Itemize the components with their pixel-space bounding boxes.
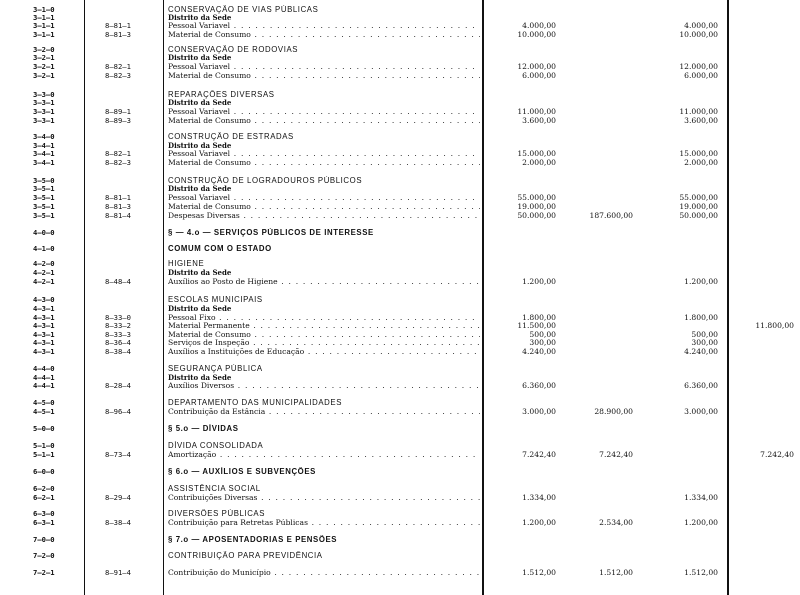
row-code: 4—4—1 xyxy=(33,381,55,390)
row-value-partial: 15.000,00 xyxy=(517,149,556,158)
row-code: 7—0—0 xyxy=(33,535,55,544)
row-code: 4—3—1 xyxy=(33,321,55,330)
row-value-total: 500,00 xyxy=(691,330,718,339)
row-value-partial: 10.000,00 xyxy=(517,30,556,39)
row-code: 6—2—0 xyxy=(33,484,55,493)
table-row xyxy=(0,158,800,167)
row-subcode: 8—81—3 xyxy=(105,202,131,211)
table-row xyxy=(0,295,800,304)
row-description: Contribuição para Retretas Públicas . . . xyxy=(168,518,480,527)
table-row xyxy=(0,277,800,286)
row-subcode: 8—48—4 xyxy=(105,277,131,286)
table-row xyxy=(0,493,800,502)
row-subcode: 8—82—1 xyxy=(105,62,131,71)
row-description: Material de Consumo . . . xyxy=(168,116,480,125)
table-row xyxy=(0,321,800,330)
row-value-margin: 11.800,00 xyxy=(755,321,794,330)
row-description: § 5.o — DÍVIDAS xyxy=(168,424,239,433)
row-subcode: 8—89—3 xyxy=(105,116,131,125)
row-description: Material de Consumo . . . xyxy=(168,330,480,339)
row-value-total: 1.512,00 xyxy=(684,568,718,577)
row-description: Material de Consumo . . . xyxy=(168,30,480,39)
row-description: Serviços de Inspeção . . . xyxy=(168,338,480,347)
row-subcode: 8—81—3 xyxy=(105,30,131,39)
row-code: 4—2—1 xyxy=(33,268,55,277)
row-code: 4—0—0 xyxy=(33,228,55,237)
row-code: 3—5—1 xyxy=(33,202,55,211)
row-value-partial: 55.000,00 xyxy=(517,193,556,202)
row-value-total: 300,00 xyxy=(691,338,718,347)
row-subcode: 8—81—4 xyxy=(105,211,131,220)
table-row xyxy=(0,21,800,30)
table-row xyxy=(0,518,800,527)
row-description: CONSTRUÇÃO DE LOGRADOUROS PÚBLICOS xyxy=(168,176,363,185)
table-row xyxy=(0,381,800,390)
row-code: 3—3—1 xyxy=(33,116,55,125)
row-description: CONTRIBUIÇÃO PARA PREVIDÊNCIA xyxy=(168,551,323,560)
row-description: Distrito da Sede xyxy=(168,13,232,22)
table-row xyxy=(0,304,800,313)
table-row xyxy=(0,149,800,158)
row-value-total: 1.334,00 xyxy=(684,493,718,502)
row-value-total: 6.000,00 xyxy=(684,71,718,80)
table-row xyxy=(0,211,800,220)
row-description: CONSERVAÇÃO DE VIAS PÚBLICAS xyxy=(168,5,319,14)
row-value-total: 19.000,00 xyxy=(679,202,718,211)
row-code: 4—3—1 xyxy=(33,330,55,339)
row-value-partial: 11.000,00 xyxy=(517,107,556,116)
row-value-partial: 12.000,00 xyxy=(517,62,556,71)
row-description: DÍVIDA CONSOLIDADA xyxy=(168,441,264,450)
row-value-partial: 500,00 xyxy=(529,330,556,339)
row-code: 7—2—1 xyxy=(33,568,55,577)
row-code: 4—3—1 xyxy=(33,347,55,356)
row-description: Amortização . . . xyxy=(168,450,480,459)
row-code: 6—2—1 xyxy=(33,493,55,502)
table-row xyxy=(0,116,800,125)
table-row xyxy=(0,509,800,518)
row-value-partial: 6.360,00 xyxy=(522,381,556,390)
table-row xyxy=(0,441,800,450)
row-description: Distrito da Sede xyxy=(168,53,232,62)
row-description: Pessoal Variavel . . . xyxy=(168,107,480,116)
row-value-partial: 11.500,00 xyxy=(517,321,556,330)
table-row xyxy=(0,568,800,577)
row-description: Contribuição da Estância . . . xyxy=(168,407,480,416)
table-row xyxy=(0,467,800,476)
row-value-partial: 1.334,00 xyxy=(522,493,556,502)
row-description: Contribuição do Município . . . xyxy=(168,568,480,577)
row-description: DEPARTAMENTO DAS MUNICIPALIDADES xyxy=(168,398,343,407)
row-value-partial: 19.000,00 xyxy=(517,202,556,211)
row-code: 3—1—1 xyxy=(33,21,55,30)
row-value-partial: 6.000,00 xyxy=(522,71,556,80)
row-code: 5—1—1 xyxy=(33,450,55,459)
table-row xyxy=(0,347,800,356)
row-description: Material de Consumo . . . xyxy=(168,158,480,167)
row-subcode: 8—96—4 xyxy=(105,407,131,416)
table-row xyxy=(0,484,800,493)
row-description: Pessoal Variavel . . . xyxy=(168,21,480,30)
row-value-total: 55.000,00 xyxy=(679,193,718,202)
row-description: Distrito da Sede xyxy=(168,268,232,277)
row-code: 4—2—0 xyxy=(33,259,55,268)
row-description: Contribuições Diversas . . . xyxy=(168,493,480,502)
table-row xyxy=(0,202,800,211)
row-description: Distrito da Sede xyxy=(168,304,232,313)
row-code: 3—4—1 xyxy=(33,158,55,167)
row-code: 4—2—1 xyxy=(33,277,55,286)
table-row xyxy=(0,30,800,39)
table-row xyxy=(0,259,800,268)
row-subcode: 8—82—3 xyxy=(105,71,131,80)
row-description: CONSERVAÇÃO DE RODOVIAS xyxy=(168,45,299,54)
row-code: 4—3—1 xyxy=(33,304,55,313)
row-subcode: 8—82—3 xyxy=(105,158,131,167)
row-description: Material de Consumo . . . xyxy=(168,71,480,80)
row-subcode: 8—38—4 xyxy=(105,518,131,527)
table-row xyxy=(0,268,800,277)
table-row xyxy=(0,551,800,560)
table-row xyxy=(0,450,800,459)
row-code: 4—4—1 xyxy=(33,373,55,382)
row-code: 4—1—0 xyxy=(33,244,55,253)
row-subcode: 8—82—1 xyxy=(105,149,131,158)
row-code: 3—3—1 xyxy=(33,98,55,107)
table-row xyxy=(0,71,800,80)
table-row xyxy=(0,184,800,193)
row-value-total: 2.000,00 xyxy=(684,158,718,167)
row-description: Distrito da Sede xyxy=(168,184,232,193)
row-description: SEGURANÇA PÚBLICA xyxy=(168,364,263,373)
row-subcode: 8—33—2 xyxy=(105,321,131,330)
row-description: § — 4.o — SERVIÇOS PÚBLICOS DE INTERESSE xyxy=(168,228,374,237)
row-description: CONSTRUÇÃO DE ESTRADAS xyxy=(168,132,294,141)
row-value-subtotal: 2.534,00 xyxy=(599,518,633,527)
row-code: 3—5—1 xyxy=(33,211,55,220)
row-value-total: 50.000,00 xyxy=(679,211,718,220)
row-description: Pessoal Variavel . . . xyxy=(168,149,480,158)
row-code: 5—0—0 xyxy=(33,424,55,433)
row-subcode: 8—81—1 xyxy=(105,21,131,30)
row-code: 3—4—1 xyxy=(33,141,55,150)
row-value-partial: 300,00 xyxy=(529,338,556,347)
row-value-total: 1.800,00 xyxy=(684,313,718,322)
row-value-total: 12.000,00 xyxy=(679,62,718,71)
row-description: Auxílios Diversos . . . xyxy=(168,381,480,390)
row-value-partial: 7.242,40 xyxy=(522,450,556,459)
row-subcode: 8—91—4 xyxy=(105,568,131,577)
table-row xyxy=(0,62,800,71)
table-row xyxy=(0,107,800,116)
row-description: ASSISTÊNCIA SOCIAL xyxy=(168,484,261,493)
row-description: § 6.o — AUXÍLIOS E SUBVENÇÕES xyxy=(168,467,316,476)
row-code: 3—1—0 xyxy=(33,5,55,14)
row-code: 3—3—0 xyxy=(33,90,55,99)
row-value-total: 6.360,00 xyxy=(684,381,718,390)
row-subcode: 8—36—4 xyxy=(105,338,131,347)
row-value-partial: 4.000,00 xyxy=(522,21,556,30)
row-subcode: 8—29—4 xyxy=(105,493,131,502)
row-code: 6—3—1 xyxy=(33,518,55,527)
table-row xyxy=(0,244,800,253)
row-code: 4—3—1 xyxy=(33,313,55,322)
table-row xyxy=(0,338,800,347)
row-code: 4—3—0 xyxy=(33,295,55,304)
row-code: 3—3—1 xyxy=(33,107,55,116)
row-value-subtotal: 28.900,00 xyxy=(594,407,633,416)
row-subcode: 8—89—1 xyxy=(105,107,131,116)
table-row xyxy=(0,364,800,373)
row-subcode: 8—33—0 xyxy=(105,313,131,322)
row-description: REPARAÇÕES DIVERSAS xyxy=(168,90,275,99)
row-value-total: 1.200,00 xyxy=(684,518,718,527)
row-code: 5—1—0 xyxy=(33,441,55,450)
table-row xyxy=(0,193,800,202)
row-code: 3—2—1 xyxy=(33,53,55,62)
row-value-partial: 1.200,00 xyxy=(522,277,556,286)
row-subcode: 8—33—3 xyxy=(105,330,131,339)
table-row xyxy=(0,53,800,62)
row-value-total: 4.240,00 xyxy=(684,347,718,356)
row-description: Pessoal Variavel . . . xyxy=(168,193,480,202)
row-description: Pessoal Fixo . . . xyxy=(168,313,480,322)
row-code: 3—4—1 xyxy=(33,149,55,158)
row-description: Distrito da Sede xyxy=(168,141,232,150)
row-description: DIVERSÕES PÚBLICAS xyxy=(168,509,266,518)
row-code: 3—1—1 xyxy=(33,30,55,39)
row-code: 3—2—1 xyxy=(33,62,55,71)
row-value-partial: 4.240,00 xyxy=(522,347,556,356)
row-code: 3—2—1 xyxy=(33,71,55,80)
row-code: 3—5—1 xyxy=(33,193,55,202)
row-value-total: 10.000,00 xyxy=(679,30,718,39)
row-description: Despesas Diversas . . . xyxy=(168,211,480,220)
row-code: 3—5—0 xyxy=(33,176,55,185)
row-value-partial: 1.800,00 xyxy=(522,313,556,322)
row-description: Pessoal Variavel . . . xyxy=(168,62,480,71)
table-row xyxy=(0,535,800,544)
row-value-total: 3.000,00 xyxy=(684,407,718,416)
row-code: 6—0—0 xyxy=(33,467,55,476)
row-value-partial: 3.600,00 xyxy=(522,116,556,125)
row-value-total: 4.000,00 xyxy=(684,21,718,30)
row-description: ESCOLAS MUNICIPAIS xyxy=(168,295,263,304)
table-row xyxy=(0,407,800,416)
row-code: 4—4—0 xyxy=(33,364,55,373)
row-description: Distrito da Sede xyxy=(168,98,232,107)
row-subcode: 8—28—4 xyxy=(105,381,131,390)
row-value-total: 3.600,00 xyxy=(684,116,718,125)
row-value-total: 15.000,00 xyxy=(679,149,718,158)
row-subcode: 8—38—4 xyxy=(105,347,131,356)
row-value-partial: 1.512,00 xyxy=(522,568,556,577)
table-row xyxy=(0,98,800,107)
row-description: § 7.o — APOSENTADORIAS E PENSÕES xyxy=(168,535,338,544)
row-value-total: 1.200,00 xyxy=(684,277,718,286)
row-code: 3—2—0 xyxy=(33,45,55,54)
row-code: 4—3—1 xyxy=(33,338,55,347)
row-value-partial: 2.000,00 xyxy=(522,158,556,167)
row-subcode: 8—73—4 xyxy=(105,450,131,459)
row-description: Material de Consumo . . . xyxy=(168,202,480,211)
row-value-total: 11.000,00 xyxy=(679,107,718,116)
row-code: 3—4—0 xyxy=(33,132,55,141)
row-code: 4—5—0 xyxy=(33,398,55,407)
row-subcode: 8—81—1 xyxy=(105,193,131,202)
row-description: Material Permanente . . . xyxy=(168,321,480,330)
row-code: 4—5—1 xyxy=(33,407,55,416)
row-code: 7—2—0 xyxy=(33,551,55,560)
row-description: Distrito da Sede xyxy=(168,373,232,382)
row-value-partial: 3.000,00 xyxy=(522,407,556,416)
row-description: COMUM COM O ESTADO xyxy=(168,244,272,253)
row-code: 3—5—1 xyxy=(33,184,55,193)
table-row xyxy=(0,424,800,433)
row-description: Auxílios a Instituições de Educação . . . xyxy=(168,347,480,356)
row-code: 3—1—1 xyxy=(33,13,55,22)
table-row xyxy=(0,228,800,237)
row-value-margin: 7.242,40 xyxy=(760,450,794,459)
row-description: Auxílios ao Posto de Higiene . . . xyxy=(168,277,480,286)
row-value-partial: 50.000,00 xyxy=(517,211,556,220)
row-description: HIGIENE xyxy=(168,259,205,268)
row-value-subtotal: 7.242,40 xyxy=(599,450,633,459)
row-value-subtotal: 1.512,00 xyxy=(599,568,633,577)
row-value-subtotal: 187.600,00 xyxy=(589,211,633,220)
table-row xyxy=(0,132,800,141)
row-code: 6—3—0 xyxy=(33,509,55,518)
table-row xyxy=(0,398,800,407)
row-value-partial: 1.200,00 xyxy=(522,518,556,527)
